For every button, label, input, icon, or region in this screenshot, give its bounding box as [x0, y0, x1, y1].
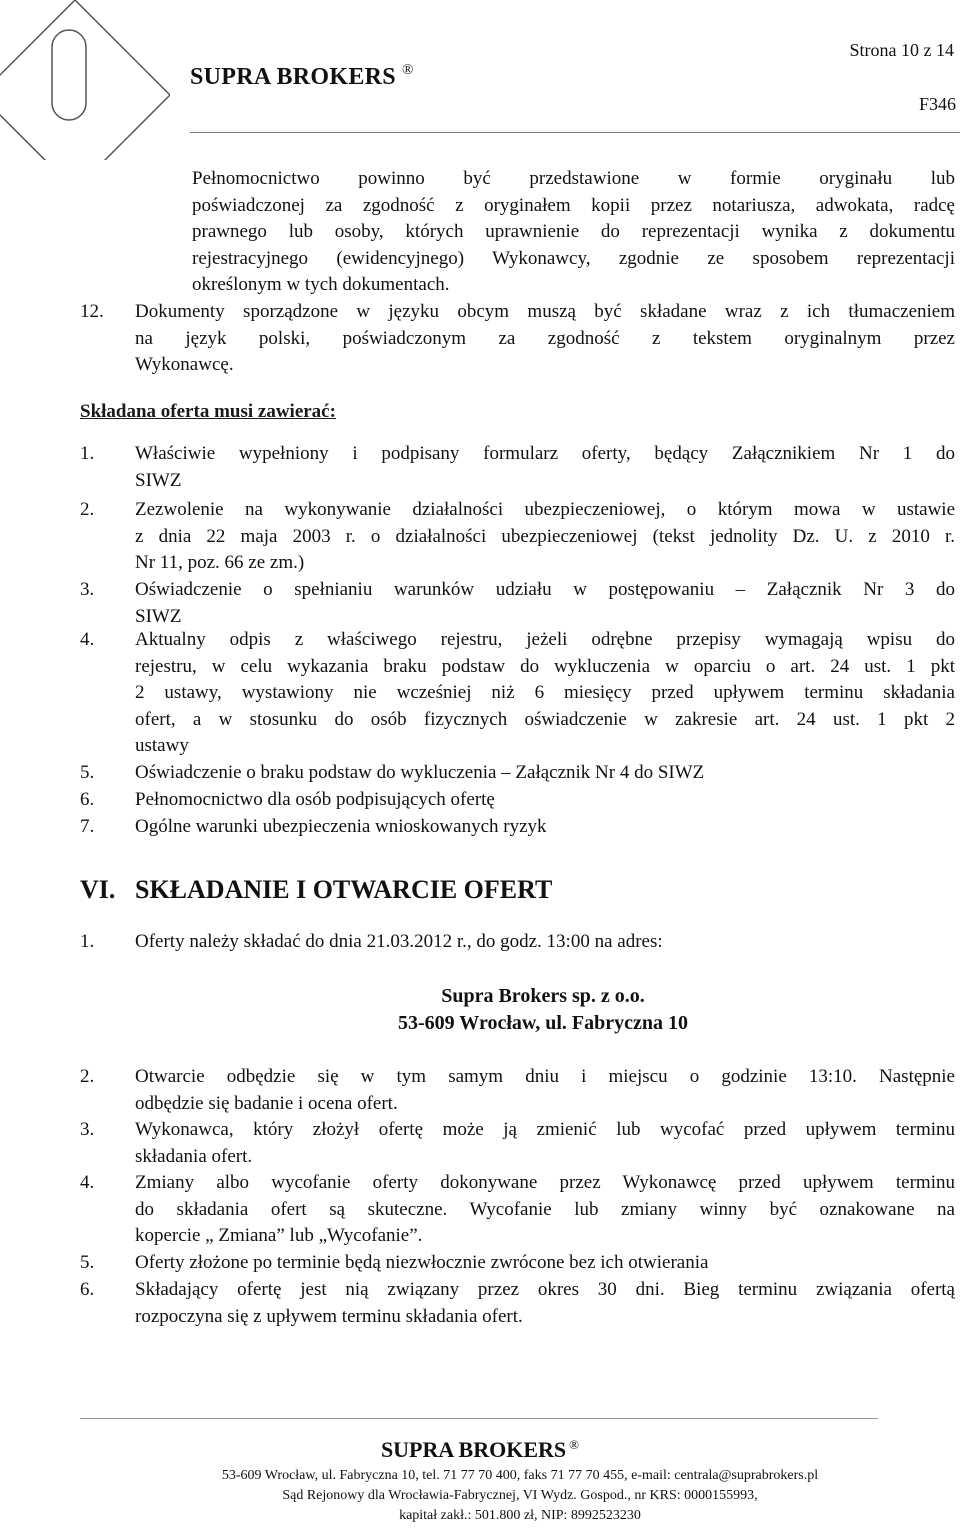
item-12-line: Wykonawcę.: [135, 354, 234, 375]
offer-item-line: Aktualny odpis z właściwego rejestru, jeżeli odrębne przepisy wymagają wpisu do: [135, 629, 955, 650]
procedure-item-number: 2.: [80, 1066, 95, 1087]
procedure-item-line: odbędzie się badanie i ocena ofert.: [135, 1092, 398, 1114]
item-12-line: Dokumenty sporządzone w języku obcym muszą być składane wraz z ich tłumaczeniem: [135, 301, 955, 322]
offer-item-line: Zezwolenie na wykonywanie działalności ubezpieczeniowej, o którym mowa w ustawie: [135, 499, 955, 520]
offer-item-line: Oświadczenie o braku podstaw do wykluczenia – Załącznik Nr 4 do SIWZ: [135, 762, 705, 783]
offer-item-line: Oświadczenie o spełnianiu warunków udziału w postępowaniu – Załącznik Nr 3 do: [135, 579, 955, 600]
intro-paragraph-line: prawnego lub osoby, których uprawnienie do reprezentacji wynika z dokumentu: [192, 221, 955, 242]
intro-paragraph-line: poświadczonej za zgodność z oryginałem kopii przez notariusza, adwokata, radcę: [192, 194, 955, 216]
procedure-item-line: składania ofert.: [135, 1145, 253, 1167]
procedure-item-number: 6.: [80, 1279, 95, 1300]
section-title: VI. SKŁADANIE I OTWARCIE OFERT: [80, 875, 553, 904]
intro-paragraph-line: określonym w tych dokumentach.: [192, 274, 450, 295]
offer-item-line: Pełnomocnictwo dla osób podpisujących ofertę: [135, 789, 495, 810]
offer-item-line: 2 ustawy, wystawiony nie wcześniej niż 6 miesięcy przed upływem terminu składania: [135, 682, 955, 703]
footer-divider: [80, 1418, 878, 1419]
offer-item-number: 4.: [80, 629, 95, 650]
offer-item-line: ustawy: [135, 735, 189, 756]
offer-item-line: ofert, a w stosunku do osób fizycznych oświadczenie w zakresie art. 24 ust. 1 pkt 2: [135, 708, 955, 730]
address-street: 53-609 Wrocław, ul. Fabryczna 10: [398, 1012, 688, 1034]
procedure-item-number: 3.: [80, 1119, 95, 1140]
submit-item-number: 1.: [80, 931, 95, 952]
offer-item-line: SIWZ: [135, 469, 182, 491]
offer-contents-heading: Składana oferta musi zawierać:: [80, 401, 336, 422]
procedure-item-line: do składania ofert są skuteczne. Wycofanie lub zmiany winny być oznakowane na: [135, 1198, 955, 1220]
offer-item-number: 1.: [80, 443, 95, 464]
document-code: F346: [918, 94, 956, 114]
offer-item-line: z dnia 22 maja 2003 r. o działalności ubezpieczeniowej (tekst jednolity Dz. U. z 2010 r.: [135, 525, 955, 547]
offer-item-number: 7.: [80, 816, 95, 837]
offer-item-line: rejestru, w celu wykazania braku podstaw do wykluczenia w oparciu o art. 24 ust. 1 pkt: [135, 655, 955, 677]
item-12-number: 12.: [80, 301, 104, 322]
offer-item-number: 2.: [80, 499, 95, 520]
intro-paragraph-line: Pełnomocnictwo powinno być przedstawione w formie oryginału lub: [192, 168, 955, 189]
footer-contact: 53-609 Wrocław, ul. Fabryczna 10, tel. 71 77 70 400, faks 71 77 70 455, e-mail: centrala@suprabrokers.pl: [221, 1468, 819, 1483]
item-12-line: na język polski, poświadczonym za zgodność z tekstem oryginalnym przez: [135, 327, 955, 349]
header-divider: [190, 132, 960, 133]
offer-item-line: Właściwie wypełniony i podpisany formularz oferty, będący Załącznikiem Nr 1 do: [135, 443, 955, 464]
offer-item-line: Nr 11, poz. 66 ze zm.): [135, 552, 305, 573]
offer-item-number: 6.: [80, 789, 95, 810]
company-logo-icon: [0, 0, 170, 160]
procedure-item-number: 4.: [80, 1172, 95, 1193]
address-company: Supra Brokers sp. z o.o.: [441, 985, 645, 1007]
procedure-item-line: kopercie „ Zmiana” lub „Wycofanie”.: [135, 1225, 423, 1246]
procedure-item-line: Wykonawca, który złożył ofertę może ją zmienić lub wycofać przed upływem terminu: [135, 1119, 955, 1140]
submit-item-text: Oferty należy składać do dnia 21.03.2012 r., do godz. 13:00 na adres:: [135, 931, 663, 952]
header-brand: SUPRA BROKERS ®: [190, 62, 414, 90]
intro-paragraph-line: rejestracyjnego (ewidencyjnego) Wykonawcy, zgodnie ze sposobem reprezentacji: [192, 247, 955, 269]
procedure-item-line: Otwarcie odbędzie się w tym samym dniu i miejscu o godzinie 13:10. Następnie: [135, 1066, 955, 1087]
procedure-item-number: 5.: [80, 1252, 95, 1273]
procedure-item-line: Zmiany albo wycofanie oferty dokonywane przez Wykonawcę przed upływem terminu: [135, 1172, 955, 1193]
procedure-item-line: Składający ofertę jest nią związany przez okres 30 dni. Bieg terminu związania ofertą: [135, 1279, 955, 1300]
page-number: Strona 10 z 14: [849, 40, 954, 60]
footer-court-registry: Sąd Rejonowy dla Wrocławia-Fabrycznej, VI Wydz. Gospod., nr KRS: 0000155993,: [282, 1488, 758, 1503]
footer-brand: SUPRA BROKERS ®: [380, 1437, 580, 1462]
offer-item-number: 3.: [80, 579, 95, 600]
offer-item-line: SIWZ: [135, 605, 182, 627]
procedure-item-line: Oferty złożone po terminie będą niezwłocznie zwrócone bez ich otwierania: [135, 1252, 709, 1273]
footer-capital: kapitał zakł.: 501.800 zł, NIP: 8992523230: [399, 1508, 641, 1523]
offer-item-line: Ogólne warunki ubezpieczenia wnioskowanych ryzyk: [135, 816, 547, 837]
procedure-item-line: rozpoczyna się z upływem terminu składania ofert.: [135, 1305, 523, 1327]
offer-item-number: 5.: [80, 762, 95, 783]
